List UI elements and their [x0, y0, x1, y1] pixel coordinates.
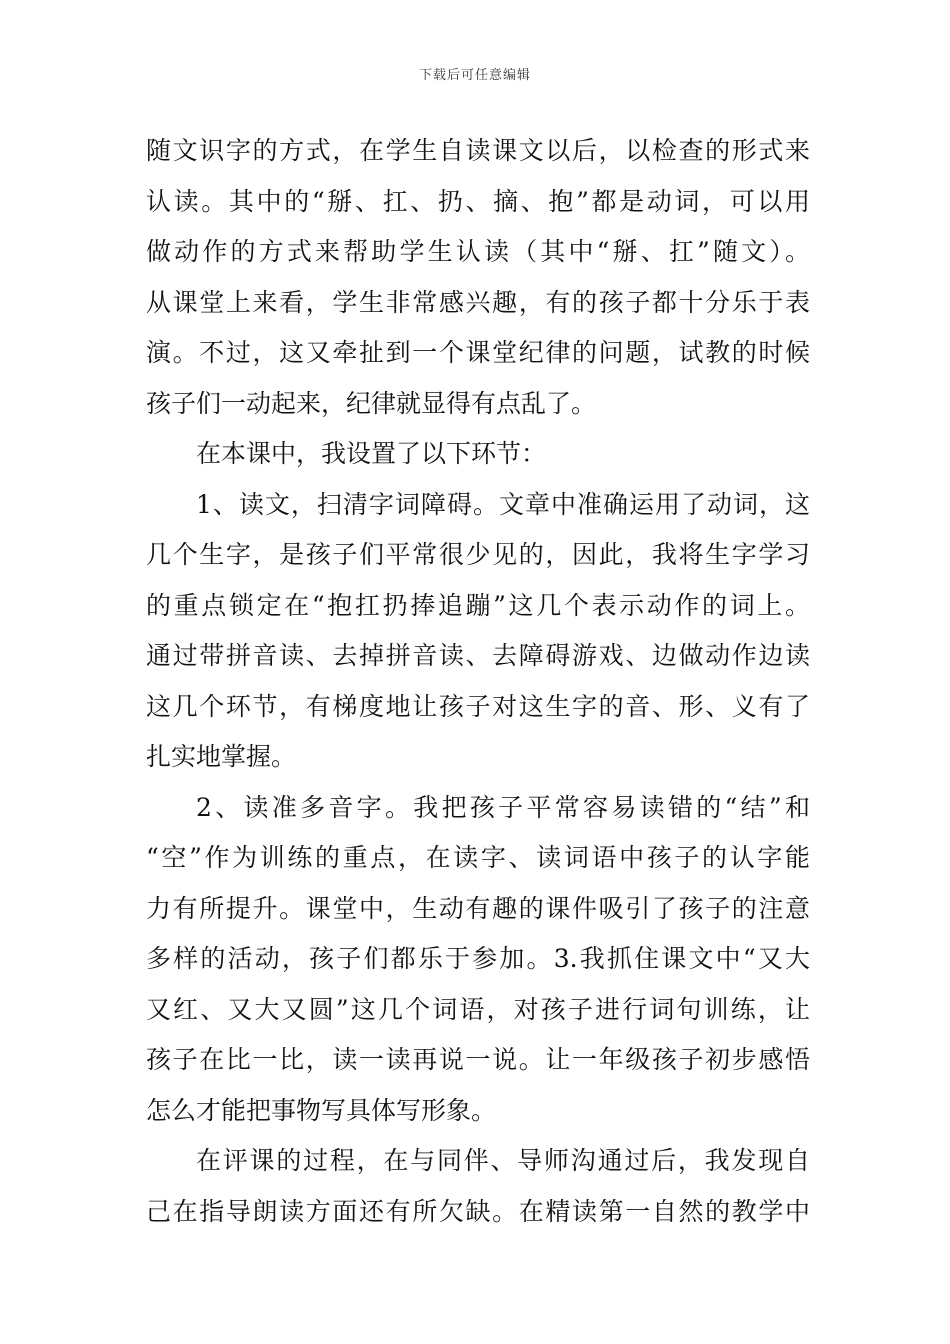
- text-line: 从课堂上来看，学生非常感兴趣，有的孩子都十分乐于表: [146, 287, 810, 317]
- text-line: 力有所提升。课堂中，生动有趣的课件吸引了孩子的注意: [146, 893, 810, 923]
- text-line: “空”作为训练的重点，在读字、读词语中孩子的认字能: [146, 843, 810, 872]
- text-line: 扎实地掌握。: [146, 742, 297, 771]
- text-line: 孩子们一动起来，纪律就显得有点乱了。: [146, 388, 597, 418]
- text-line: 认读。其中的“掰、扛、扔、摘、抱”都是动词，可以用: [146, 186, 810, 216]
- document-body: [146, 126, 810, 1237]
- text-line: 的重点锁定在“抱扛扔捧追蹦”这几个表示动作的词上。: [146, 590, 810, 620]
- text-line: 孩子在比一比，读一读再说一说。让一年级孩子初步感悟: [146, 1045, 810, 1074]
- text-line: 几个生字，是孩子们平常很少见的，因此，我将生字学习: [146, 540, 810, 569]
- text-line: 多样的活动，孩子们都乐于参加。3.我抓住课文中“又大: [146, 944, 810, 973]
- text-line: 做动作的方式来帮助学生认读（其中“掰、扛”随文）。: [146, 237, 810, 266]
- text-line: 1、读文，扫清字词障碍。文章中准确运用了动词，这: [196, 489, 810, 519]
- text-line: 这几个环节，有梯度地让孩子对这生字的音、形、义有了: [146, 691, 810, 721]
- text-line: 演。不过，这又牵扯到一个课堂纪律的问题，试教的时候: [146, 338, 810, 367]
- text-line: 又红、又大又圆”这几个词语，对孩子进行词句训练，让: [146, 994, 810, 1024]
- text-line: 怎么才能把事物写具体写形象。: [146, 1095, 497, 1125]
- page-header-note: 下载后可任意编辑: [418, 68, 531, 83]
- text-line: 随文识字的方式，在学生自读课文以后，以检查的形式来: [146, 136, 810, 165]
- text-line: 在本课中，我设置了以下环节：: [196, 439, 547, 468]
- text-line: 通过带拼音读、去掉拼音读、去障碍游戏、边做动作边读: [146, 641, 810, 670]
- text-line: 己在指导朗读方面还有所欠缺。在精读第一自然的教学中: [146, 1196, 810, 1226]
- text-line: 2、读准多音字。我把孩子平常容易读错的“结”和: [196, 792, 810, 822]
- text-line: 在评课的过程，在与同伴、导师沟通过后，我发现自: [196, 1146, 810, 1175]
